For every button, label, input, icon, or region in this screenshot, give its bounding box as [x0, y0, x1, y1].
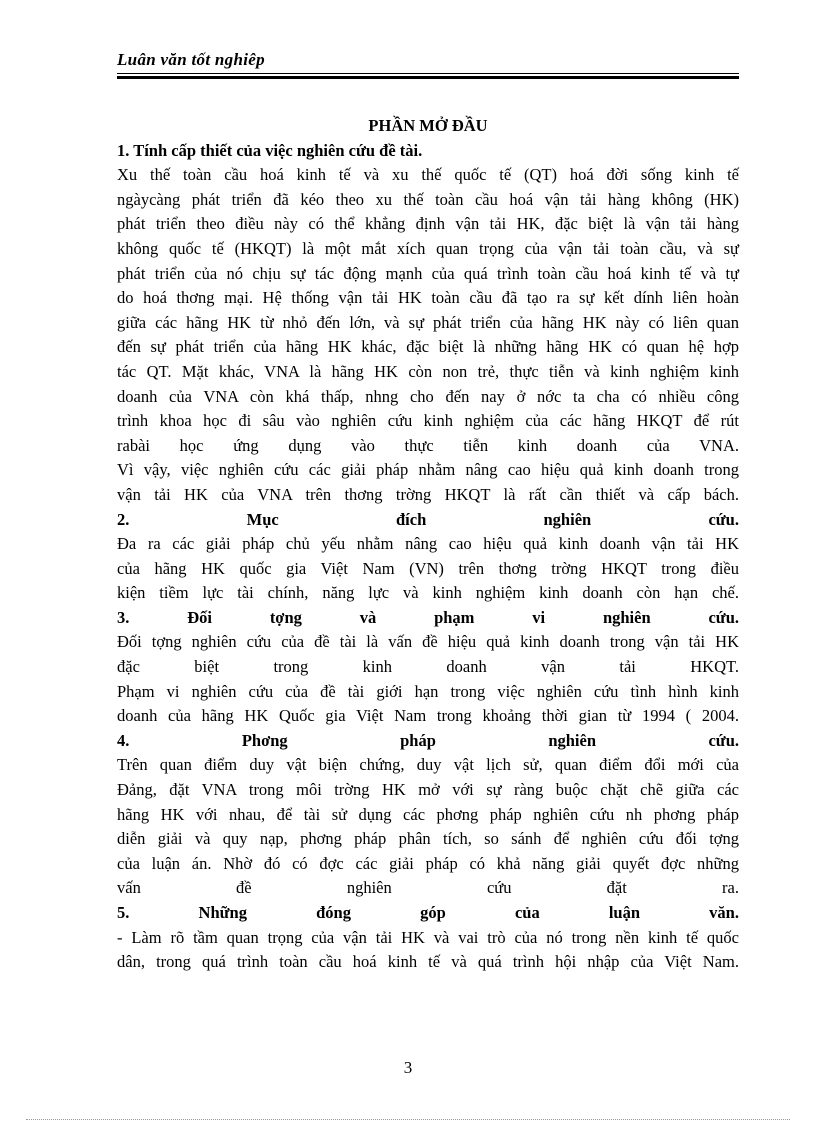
heading-2: 2. Mục đích nghiên cứu. — [117, 509, 739, 529]
text-line: của hãng HK quốc gia Việt Nam (VN) trên thơng trờng HKQT trong điều — [117, 558, 739, 578]
heading-1: 1. Tính cấp thiết của việc nghiên cứu đề tài. — [117, 140, 423, 160]
text-line: không quốc tế (HKQT) là một mắt xích quan trọng của vận tải toàn cầu, và sự — [117, 238, 739, 258]
text-line: doanh của hãng HK Quốc gia Việt Nam trong khoảng thời gian từ 1994 ( 2004. — [117, 706, 739, 726]
text-line: Phạm vi nghiên cứu của đề tài giới hạn trong việc nghiên cứu tình hình kinh — [117, 681, 739, 701]
text-line: vấn đề nghiên cứu đặt ra. — [117, 878, 739, 898]
text-line: do hoá thơng mại. Hệ thống vận tải HK toàn cầu đã tạo ra sự kết dính liên hoàn — [117, 288, 739, 308]
text-line: trình khoa học đi sâu vào nghiên cứu kinh nghiệm của các hãng HKQT để rút — [117, 411, 739, 431]
text-line: của luận án. Nhờ đó có đợc các giải pháp có khả năng giải quyết đợc những — [117, 853, 739, 873]
paragraph-2 — [117, 532, 739, 606]
text-line: tác QT. Mặt khác, VNA là hãng HK còn non trẻ, thực tiễn và kinh nghiệm kinh — [117, 361, 739, 381]
text-line: phát triển theo điều này có thể khẳng định vận tải HK, đặc biệt là vận tải hàng — [117, 214, 739, 234]
heading-4: 4. Phơng pháp nghiên cứu. — [117, 730, 739, 750]
text-line: Vì vậy, việc nghiên cứu các giải pháp nhằm nâng cao hiệu quả kinh doanh trong — [117, 460, 739, 480]
text-line: kiện tiềm lực tài chính, năng lực và kinh nghiệm kinh doanh còn hạn chế. — [117, 583, 739, 603]
text-line: dân, trong quá trình toàn cầu hoá kinh tế và quá trình hội nhập của Việt Nam. — [117, 952, 739, 972]
text-line: Đối tợng nghiên cứu của đề tài là vấn đề hiệu quả kinh doanh trong vận tải HK — [117, 632, 739, 652]
text-line: phát triển của nó chịu sự tác động mạnh của quá trình toàn cầu hoá kinh tế và tự — [117, 263, 739, 283]
header-rule-thin — [117, 73, 739, 74]
heading-5: 5. Những đóng góp của luận văn. — [117, 903, 739, 922]
text-line: hãng HK với nhau, để tài sử dụng các phơng pháp nghiên cứu nh phơng pháp — [117, 804, 739, 824]
running-header: Luân văn tốt nghiêp — [117, 50, 265, 69]
text-line: đặc biệt trong kinh doanh vận tải HKQT. — [117, 657, 739, 677]
text-line: đến sự phát triển của hãng HK khác, đặc biệt là những hãng HK có quan hệ hợp — [117, 337, 739, 357]
text-line: Đảng, đặt VNA trong môi trờng HK mở với sự ràng buộc chặt chẽ giữa các — [117, 780, 739, 800]
paragraph-5 — [117, 926, 739, 975]
paragraph-3 — [117, 630, 739, 728]
heading-3: 3. Đối tợng và phạm vi nghiên cứu. — [117, 607, 739, 627]
text-line: Đa ra các giải pháp chủ yếu nhằm nâng cao hiệu quả kinh doanh vận tải HK — [117, 534, 739, 554]
text-line: Trên quan điểm duy vật biện chứng, duy vật lịch sử, quan điểm đổi mới của — [117, 755, 739, 775]
footer-dotted-rule — [26, 1119, 790, 1120]
page-body — [117, 114, 739, 975]
text-line: giữa các hãng HK từ nhỏ đến lớn, và sự phát triển của hãng HK này có liên quan — [117, 312, 739, 332]
text-line: diễn giải và quy nạp, phơng pháp phân tích, so sánh để nghiên cứu đối tợng — [117, 829, 739, 849]
paragraph-1 — [117, 163, 739, 507]
header-rule-thick — [117, 76, 739, 79]
text-line: - Làm rõ tầm quan trọng của vận tải HK và vai trò của nó trong nền kinh tế quốc — [117, 927, 739, 947]
text-line: rabài học ứng dụng vào thực tiễn kinh doanh của VNA. — [117, 435, 739, 455]
section-title: PHẦN MỞ ĐẦU — [368, 116, 488, 135]
text-line: doanh của VNA còn khá thấp, nhng cho đến nay ở nớc ta cha có nhiều công — [117, 386, 739, 406]
text-line: Xu thế toàn cầu hoá kinh tế và xu thế quốc tế (QT) hoá đời sống kinh tế — [117, 165, 739, 185]
text-line: ngàycàng phát triển đã kéo theo xu thế toàn cầu hoá vận tải hàng không (HK) — [117, 189, 739, 209]
page-number: 3 — [403, 1058, 413, 1077]
paragraph-4 — [117, 753, 739, 901]
text-line: vận tải HK của VNA trên thơng trờng HKQT là rất cần thiết và cấp bách. — [117, 484, 739, 504]
